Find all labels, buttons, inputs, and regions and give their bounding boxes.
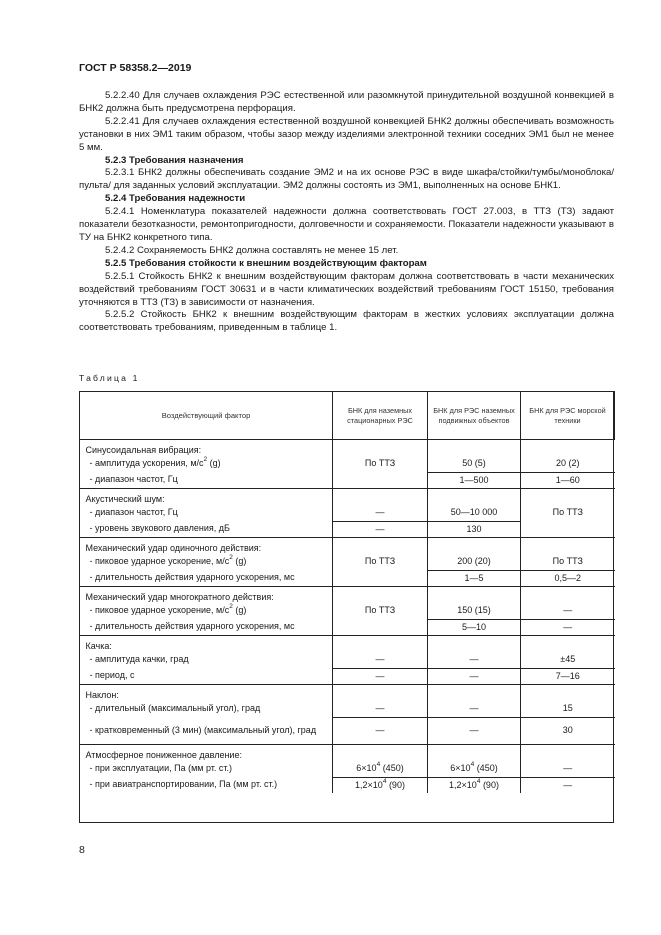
table-group-title-row xyxy=(80,685,615,702)
factor-label xyxy=(80,521,333,538)
value-cell: 1—500 xyxy=(428,472,521,489)
empty-cell xyxy=(428,489,521,506)
factor-label xyxy=(80,603,333,619)
superscript: 2 xyxy=(229,554,233,562)
value-cell: — xyxy=(428,717,521,745)
factor-label xyxy=(80,652,333,668)
table-group-title-row xyxy=(80,538,615,555)
factor-label xyxy=(80,554,333,570)
value-cell: 7—16 xyxy=(521,668,615,685)
factor-group-title: Наклон: xyxy=(80,685,333,702)
text-part: (g) xyxy=(232,605,247,616)
text-part: - амплитуда ускорения, м/с xyxy=(89,458,204,469)
table-group-title-row xyxy=(80,587,615,604)
table-group-title-row xyxy=(80,489,615,506)
value-cell: — xyxy=(521,761,615,777)
value-cell: — xyxy=(521,619,615,636)
requirements-table xyxy=(79,391,615,793)
empty-cell xyxy=(521,636,615,653)
table-row xyxy=(80,701,615,717)
text-part: - длительность действия ударного ускорения, мс xyxy=(89,572,295,583)
text-part: (90) xyxy=(386,779,405,790)
section-heading: 5.2.3 Требования назначения xyxy=(105,154,244,166)
text-part: - кратковременный (3 мин) (максимальный угол), град xyxy=(89,724,317,735)
empty-cell xyxy=(428,538,521,555)
superscript: 4 xyxy=(470,761,475,769)
superscript: 2 xyxy=(229,603,233,611)
text-part: - при эксплуатации, Па (мм рт. ст.) xyxy=(89,763,233,774)
empty-cell xyxy=(521,685,615,702)
factor-label xyxy=(80,456,333,472)
table-row xyxy=(80,668,615,685)
paragraph: 5.2.2.41 Для случаев охлаждения естественной воздушной конвекцией БНК2 должны обеспечивать возможность установки в них ЭМ1 таким образом, чтобы зазор между изделиями электронной техники соседних ЭМ1 был не менее 5 мм. xyxy=(79,115,614,153)
table-group-title-row xyxy=(80,745,615,762)
paragraph: 5.2.3.1 БНК2 должны обеспечивать создание ЭМ2 и на их основе РЭС в виде шкафа/стойки/тумбы/моноблока/пульта/ для заданных условий эксплуатации. ЭМ2 должны состоять из ЭМ1, выполненных на основе БНК1. xyxy=(79,167,614,192)
value-cell: — xyxy=(333,505,428,521)
table-group-title-row xyxy=(80,636,615,653)
column-header: Воздействующий фактор xyxy=(80,392,333,440)
factor-group-title: Механический удар многократного действия: xyxy=(80,587,333,604)
value-cell: 5—10 xyxy=(428,619,521,636)
value-cell: 130 xyxy=(428,521,521,538)
value-cell: — xyxy=(428,668,521,685)
superscript: 4 xyxy=(376,761,381,769)
body-text xyxy=(79,90,614,335)
value-cell: — xyxy=(428,701,521,717)
paragraph: 5.2.5.1 Стойкость БНК2 к внешним воздействующим факторам должна соответствовать в части механических воздействий требованиям ГОСТ 30631 и в части климатических воздействий требованиям ГОСТ 15150, требования уточняются в ТТЗ (ТЗ) в зависимости от назначения. xyxy=(79,270,614,308)
text-part: - при авиатранспортировании, Па (мм рт. ст.) xyxy=(89,779,278,790)
factor-label xyxy=(80,701,333,717)
value-cell xyxy=(333,777,428,793)
table-caption: Таблица 1 xyxy=(79,373,140,383)
column-header: БНК для наземных стационарных РЭС xyxy=(333,392,428,440)
document-header: ГОСТ Р 58358.2—2019 xyxy=(79,62,192,74)
empty-cell xyxy=(428,587,521,604)
empty-cell xyxy=(333,685,428,702)
factor-label xyxy=(80,619,333,636)
text-part: - пиковое ударное ускорение, м/с xyxy=(89,605,230,616)
empty-cell xyxy=(521,538,615,555)
text-part: (g) xyxy=(232,556,247,567)
value-cell: По ТТЗ xyxy=(333,587,428,636)
value-cell: 1—5 xyxy=(428,570,521,587)
paragraph: 5.2.4.1 Номенклатура показателей надежности должна соответствовать ГОСТ 27.003, в ТТЗ (ТЗ) задают показатели безотказности, ремонтопригодности, долговечности и сохраняемости. Показатели надежности указывают в ТУ на БНК2 конкретного типа. xyxy=(79,206,614,243)
superscript: 4 xyxy=(476,777,481,785)
empty-cell xyxy=(333,489,428,506)
factor-label xyxy=(80,668,333,685)
text-part: 1,2×10 xyxy=(355,779,383,790)
text-part: - длительный (максимальный угол), град xyxy=(89,703,261,714)
factor-label xyxy=(80,472,333,489)
factor-label xyxy=(80,777,333,793)
factor-group-title: Акустический шум: xyxy=(80,489,333,506)
text-part: 1,2×10 xyxy=(449,779,477,790)
factor-label xyxy=(80,761,333,777)
empty-cell xyxy=(333,745,428,762)
factor-label xyxy=(80,505,333,521)
text-part: (g) xyxy=(207,458,221,469)
column-header: БНК для РЭС наземных подвижных объектов xyxy=(428,392,521,440)
value-cell: 15 xyxy=(521,701,615,717)
value-cell: По ТТЗ xyxy=(521,489,615,538)
value-cell: 50 (5) xyxy=(428,456,521,472)
value-cell xyxy=(428,777,521,793)
value-cell: 30 xyxy=(521,717,615,745)
table-group-title-row xyxy=(80,440,615,457)
text-part: (90) xyxy=(480,779,499,790)
superscript: 4 xyxy=(382,777,387,785)
text-part: - уровень звукового давления, дБ xyxy=(89,523,230,534)
text-part: (450) xyxy=(380,763,404,774)
value-cell: ±45 xyxy=(521,652,615,668)
value-cell: По ТТЗ xyxy=(521,554,615,570)
section-heading: 5.2.5 Требования стойкости к внешним воздействующим факторам xyxy=(105,257,427,269)
table-header-row xyxy=(80,392,615,440)
superscript: 2 xyxy=(203,456,208,464)
factor-group-title: Механический удар одиночного действия: xyxy=(80,538,333,555)
value-cell: — xyxy=(521,603,615,619)
table-row xyxy=(80,777,615,793)
table-row xyxy=(80,761,615,777)
empty-cell xyxy=(428,745,521,762)
empty-cell xyxy=(333,636,428,653)
value-cell: — xyxy=(333,652,428,668)
value-cell: 20 (2) xyxy=(521,456,615,472)
value-cell: — xyxy=(521,777,615,793)
section-heading: 5.2.4 Требования надежности xyxy=(105,193,246,205)
empty-cell xyxy=(428,440,521,457)
text-part: - длительность действия ударного ускорения, мс xyxy=(89,621,295,632)
text-part: - амплитуда качки, град xyxy=(89,654,189,665)
value-cell: 150 (15) xyxy=(428,603,521,619)
value-cell: — xyxy=(428,652,521,668)
factor-group-title: Атмосферное пониженное давление: xyxy=(80,745,333,762)
paragraph: 5.2.5.2 Стойкость БНК2 к внешним воздействующим факторам в жестких условиях эксплуатации должна соответствовать требованиям, приведенным в таблице 1. xyxy=(79,309,614,334)
value-cell: По ТТЗ xyxy=(333,538,428,587)
empty-cell xyxy=(521,440,615,457)
empty-cell xyxy=(428,685,521,702)
value-cell: 1—60 xyxy=(521,472,615,489)
text-part: 6×10 xyxy=(356,763,377,774)
text-part: - диапазон частот, Гц xyxy=(89,474,178,485)
factor-group-title: Качка: xyxy=(80,636,333,653)
factor-group-title: Синусоидальная вибрация: xyxy=(80,440,333,457)
table-row xyxy=(80,652,615,668)
value-cell: — xyxy=(333,521,428,538)
text-part: - диапазон частот, Гц xyxy=(89,507,178,518)
text-part: - пиковое ударное ускорение, м/с xyxy=(89,556,230,567)
table-body xyxy=(80,440,615,794)
empty-cell xyxy=(521,587,615,604)
value-cell xyxy=(333,761,428,777)
empty-cell xyxy=(521,745,615,762)
value-cell: 200 (20) xyxy=(428,554,521,570)
value-cell: — xyxy=(333,717,428,745)
column-header: БНК для РЭС морской техники xyxy=(521,392,615,440)
value-cell: 50—10 000 xyxy=(428,505,521,521)
paragraph: 5.2.4.2 Сохраняемость БНК2 должна составлять не менее 15 лет. xyxy=(105,244,399,256)
empty-cell xyxy=(428,636,521,653)
page-number: 8 xyxy=(79,844,85,856)
value-cell: 0,5—2 xyxy=(521,570,615,587)
text-part: - период, с xyxy=(89,670,135,681)
table-row xyxy=(80,717,615,745)
text-part: 6×10 xyxy=(450,763,471,774)
factor-label xyxy=(80,570,333,587)
value-cell: — xyxy=(333,701,428,717)
factor-label xyxy=(80,717,333,745)
value-cell xyxy=(428,761,521,777)
value-cell: По ТТЗ xyxy=(333,440,428,489)
value-cell: — xyxy=(333,668,428,685)
paragraph: 5.2.2.40 Для случаев охлаждения РЭС естественной или разомкнутой принудительной воздушной конвекцией в БНК2 должна быть предусмотрена перфорация. xyxy=(79,90,614,114)
text-part: (450) xyxy=(474,763,498,774)
